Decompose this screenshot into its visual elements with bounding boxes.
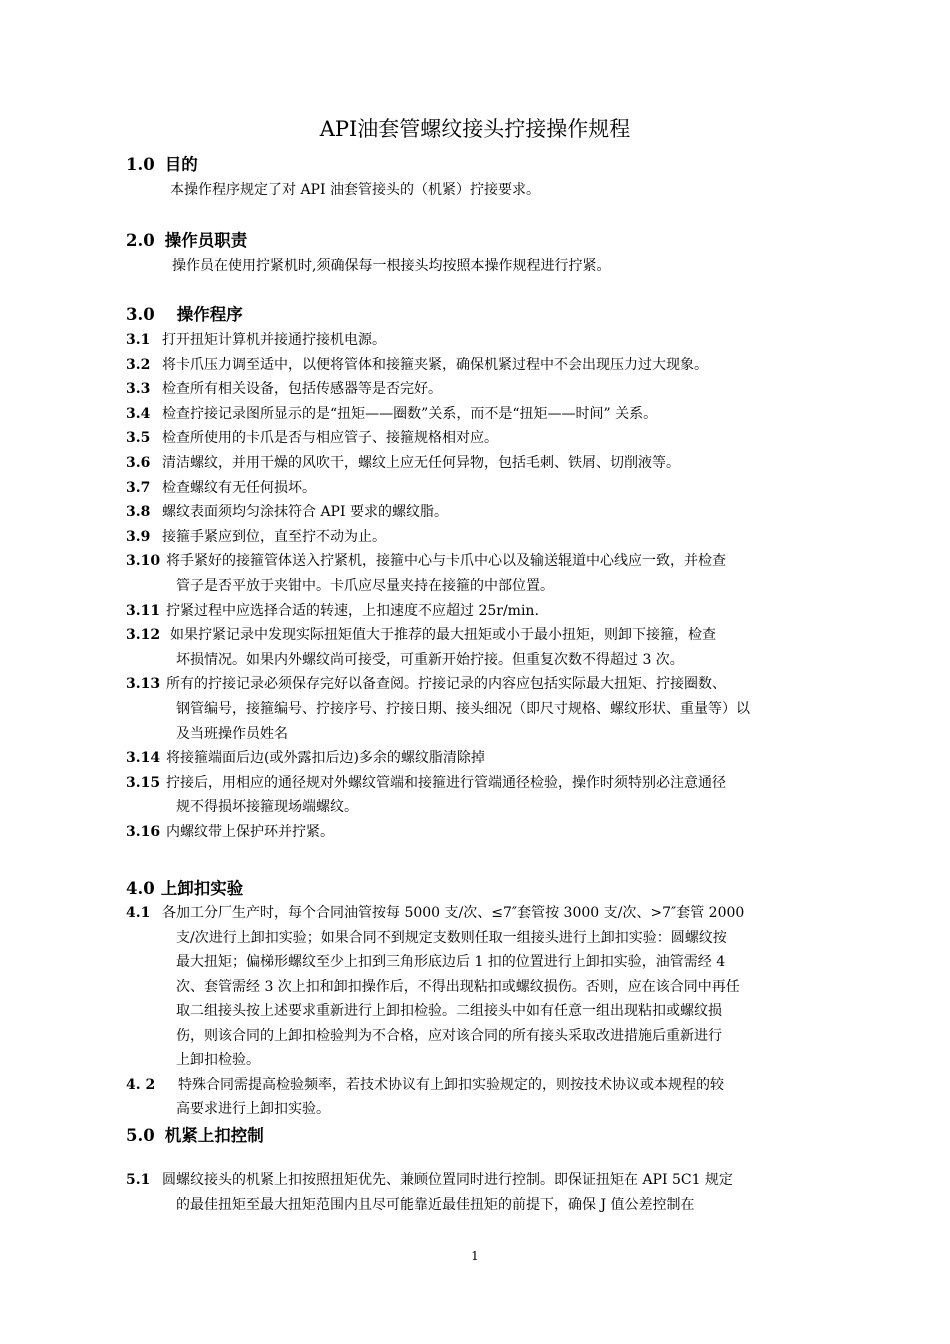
document-title: API油套管螺纹接头拧接操作规程 [319,117,631,141]
item-text-line: 拧接后，用相应的通径规对外螺纹管端和接箍进行管端通径检验，操作时须特别必注意通径 [166,774,726,791]
list-item [126,820,826,845]
item-text-line: 检查所使用的卡爪是否与相应管子、接箍规格相对应。 [162,430,498,447]
item-text-line: 管子是否平放于夹钳中。卡爪应尽量夹持在接箍的中部位置。 [176,577,554,594]
item-number: 3.15 [126,774,161,791]
item-text-line: 将卡爪压力调至适中，以便将管体和接箍夹紧，确保机紧过程中不会出现压力过大现象。 [162,356,708,373]
item-text-line: 坏损情况。如果内外螺纹尚可接受，可重新开始拧接。但重复次数不得超过 3 次。 [176,651,684,668]
item-number: 3.9 [126,528,151,545]
section-number: 3.0 [126,305,155,324]
list-item [126,525,826,550]
section-number: 4.0 [126,879,155,898]
item-text-line: 接箍手紧应到位，直至拧不动为止。 [162,528,386,545]
item-text-line: 的最佳扭矩至最大扭矩范围内且尽可能靠近最佳扭矩的前提下，确保 J 值公差控制在 [176,1196,695,1213]
list-item [126,599,826,624]
list-item [126,451,826,476]
list-item [126,901,826,1073]
page-number: 1 [471,1249,479,1263]
section-number: 5.0 [126,1126,155,1145]
list-item [126,549,826,598]
section-title: 目的 [164,155,198,174]
item-text-line: 次、套管需经 3 次上扣和卸扣操作后，不得出现粘扣或螺纹损伤。否则，应在该合同中再任 [176,978,740,995]
list-item [126,1168,826,1217]
section-5-heading [126,1125,264,1147]
item-number: 3.16 [126,824,161,840]
item-number: 3.14 [126,750,161,767]
item-number: 3.8 [126,504,151,521]
list-item [126,328,826,353]
item-number: 3.7 [126,479,151,496]
item-text-line: 检查螺纹有无任何损坏。 [162,479,316,496]
list-item [126,353,826,378]
item-text-line: 取二组接头按上述要求重新进行上卸扣检验。二组接头中如有任意一组出现粘扣或螺纹损 [176,1003,722,1019]
item-text-line: 圆螺纹接头的机紧上扣按照扭矩优先、兼顾位置同时进行控制。即保证扭矩在 API 5C1 规定 [162,1172,733,1188]
section-title: 操作程序 [176,305,243,324]
item-text-line: 支/次进行上卸扣实验；如果合同不到规定支数则任取一组接头进行上卸扣实验：圆螺纹按 [176,929,727,946]
list-item [126,771,826,820]
list-item [126,500,826,525]
item-text-line: 螺纹表面须均匀涂抹符合 API 要求的螺纹脂。 [162,504,448,521]
item-text-line: 打开扭矩计算机并接通拧接机电源。 [162,332,386,348]
section-title: 上卸扣实验 [160,879,244,898]
item-number: 3.13 [126,676,161,693]
item-number: 3.11 [126,602,161,619]
section-4-heading [126,878,243,900]
section-2-heading [126,230,247,252]
item-text-line: 上卸扣检验。 [176,1052,260,1068]
item-number: 3.3 [126,381,151,398]
list-item [126,426,826,451]
list-item [126,402,826,427]
section-number: 2.0 [126,231,155,250]
item-text-line: 将手紧好的接箍管体送入拧紧机，接箍中心与卡爪中心以及输送辊道中心线应一致，并检查 [166,553,726,570]
item-number: 3.1 [126,332,151,348]
item-text-line: 检查拧接记录图所显示的是“扭矩——圈数”关系，而不是“扭矩——时间” 关系。 [162,405,658,422]
item-text-line: 规不得损坏接箍现场端螺纹。 [176,799,358,816]
item-text-line: 最大扭矩；偏梯形螺纹至少上扣到三角形底边后 1 扣的位置进行上卸扣实验，油管需经 4 [176,954,726,970]
item-text-line: 将接箍端面后边(或外露扣后边)多余的螺纹脂清除掉 [166,750,485,767]
section-1-body: 本操作程序规定了对 API 油套管接头的（机紧）拧接要求。 [170,182,540,198]
list-item [126,476,826,501]
section-number: 1.0 [126,155,155,174]
item-text-line: 高要求进行上卸扣实验。 [176,1101,330,1117]
item-number: 4. 2 [126,1076,156,1093]
item-text-line: 拧紧过程中应选择合适的转速，上扣速度不应超过 25r/min. [166,602,539,619]
item-text-line: 伤，则该合同的上卸扣检验判为不合格，应对该合同的所有接头采取改进措施后重新进行 [176,1027,722,1044]
item-number: 3.12 [126,627,161,644]
item-text-line: 各加工分厂生产时，每个合同油管按每 5000 支/次、≤7″套管按 3000 支/次、>7″套管 2000 [162,905,745,921]
item-text-line: 所有的拧接记录必须保存完好以备查阅。拧接记录的内容应包括实际最大扭矩、拧接圈数、 [166,676,726,693]
item-text-line: 及当班操作员姓名 [176,725,288,742]
section-title: 操作员职责 [164,231,248,250]
list-item [126,377,826,402]
item-text-line: 内螺纹带上保护环并拧紧。 [166,824,334,840]
item-number: 3.2 [126,356,151,373]
item-number: 3.4 [126,405,151,422]
item-text-line: 清洁螺纹，并用干燥的风吹干，螺纹上应无任何异物，包括毛刺、铁屑、切削液等。 [162,455,680,471]
list-item [126,623,826,672]
item-text-line: 检查所有相关设备，包括传感器等是否完好。 [162,381,442,398]
section-2-body: 操作员在使用拧紧机时,须确保每一根接头均按照本操作规程进行拧紧。 [172,258,611,274]
item-number: 3.6 [126,455,151,471]
item-text-line: 钢管编号，接箍编号、拧接序号、拧接日期、接头细况（即尺寸规格、螺纹形状、重量等）以 [176,700,750,717]
list-item [126,672,826,746]
list-item [126,1073,826,1122]
item-number: 4.1 [126,905,151,921]
section-title: 机紧上扣控制 [164,1126,264,1145]
item-number: 3.10 [126,553,161,570]
item-text-line: 如果拧紧记录中发现实际扭矩值大于推荐的最大扭矩或小于最小扭矩，则卸下接箍，检查 [170,627,716,644]
section-3-heading [126,304,243,326]
item-text-line: 特殊合同需提高检验频率，若技术协议有上卸扣实验规定的，则按技术协议或本规程的较 [178,1076,724,1093]
item-number: 3.5 [126,430,151,447]
list-item [126,746,826,771]
section-1-heading [126,154,198,176]
item-number: 5.1 [126,1172,151,1188]
